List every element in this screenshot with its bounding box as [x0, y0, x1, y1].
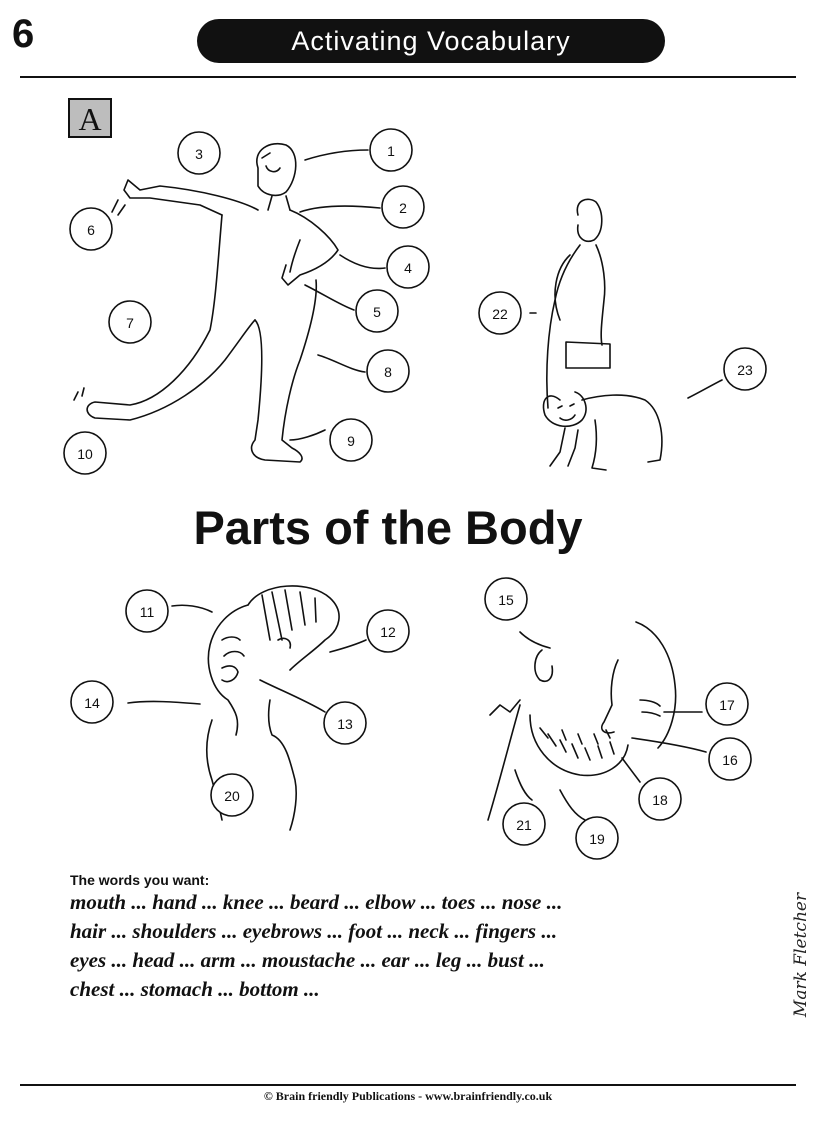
- label-number-6: 6: [87, 222, 95, 238]
- word-list-line-3: eyes ... head ... arm ... moustache ... ear ... leg ... bust ...: [70, 948, 545, 972]
- section-letter-box: A: [68, 98, 112, 138]
- label-number-13: 13: [337, 716, 353, 732]
- label-number-12: 12: [380, 624, 396, 640]
- label-number-15: 15: [498, 592, 514, 608]
- throwing-man-drawing: [74, 144, 338, 462]
- label-number-22: 22: [492, 306, 508, 322]
- footer-divider: [20, 1084, 796, 1086]
- label-number-10: 10: [77, 446, 93, 462]
- worksheet-title: Parts of the Body: [193, 501, 583, 554]
- leader-lines-figure-2: [530, 313, 722, 398]
- word-list-line-4: chest ... stomach ... bottom ...: [70, 977, 320, 1001]
- illustrator-signature: Mark Fletcher: [791, 892, 811, 1018]
- label-number-1: 1: [387, 143, 395, 159]
- label-number-21: 21: [516, 817, 532, 833]
- label-number-19: 19: [589, 831, 605, 847]
- label-number-14: 14: [84, 695, 100, 711]
- label-number-17: 17: [719, 697, 735, 713]
- footer-copyright: © Brain friendly Publications - www.brainfriendly.co.uk: [263, 1089, 553, 1103]
- label-number-11: 11: [139, 604, 155, 620]
- number-circles: [64, 129, 766, 859]
- label-number-7: 7: [126, 315, 134, 331]
- label-number-16: 16: [722, 752, 738, 768]
- page-number: 6: [12, 12, 35, 56]
- label-number-8: 8: [384, 364, 392, 380]
- word-list-heading: The words you want:: [70, 872, 210, 888]
- label-number-5: 5: [373, 304, 381, 320]
- label-number-23: 23: [737, 362, 753, 378]
- word-list-line-2: hair ... shoulders ... eyebrows ... foot ... neck ... fingers ...: [70, 919, 558, 943]
- label-number-4: 4: [404, 260, 412, 276]
- label-number-2: 2: [399, 200, 407, 216]
- label-number-9: 9: [347, 433, 355, 449]
- mother-and-baby-drawing: [543, 199, 661, 470]
- leader-lines-figure-4: [622, 712, 706, 782]
- label-number-3: 3: [195, 146, 203, 162]
- page-header-title: Activating Vocabulary: [197, 19, 665, 63]
- label-number-18: 18: [652, 792, 668, 808]
- word-list-line-1: mouth ... hand ... knee ... beard ... elbow ... toes ... nose ...: [70, 890, 563, 914]
- label-number-20: 20: [224, 788, 240, 804]
